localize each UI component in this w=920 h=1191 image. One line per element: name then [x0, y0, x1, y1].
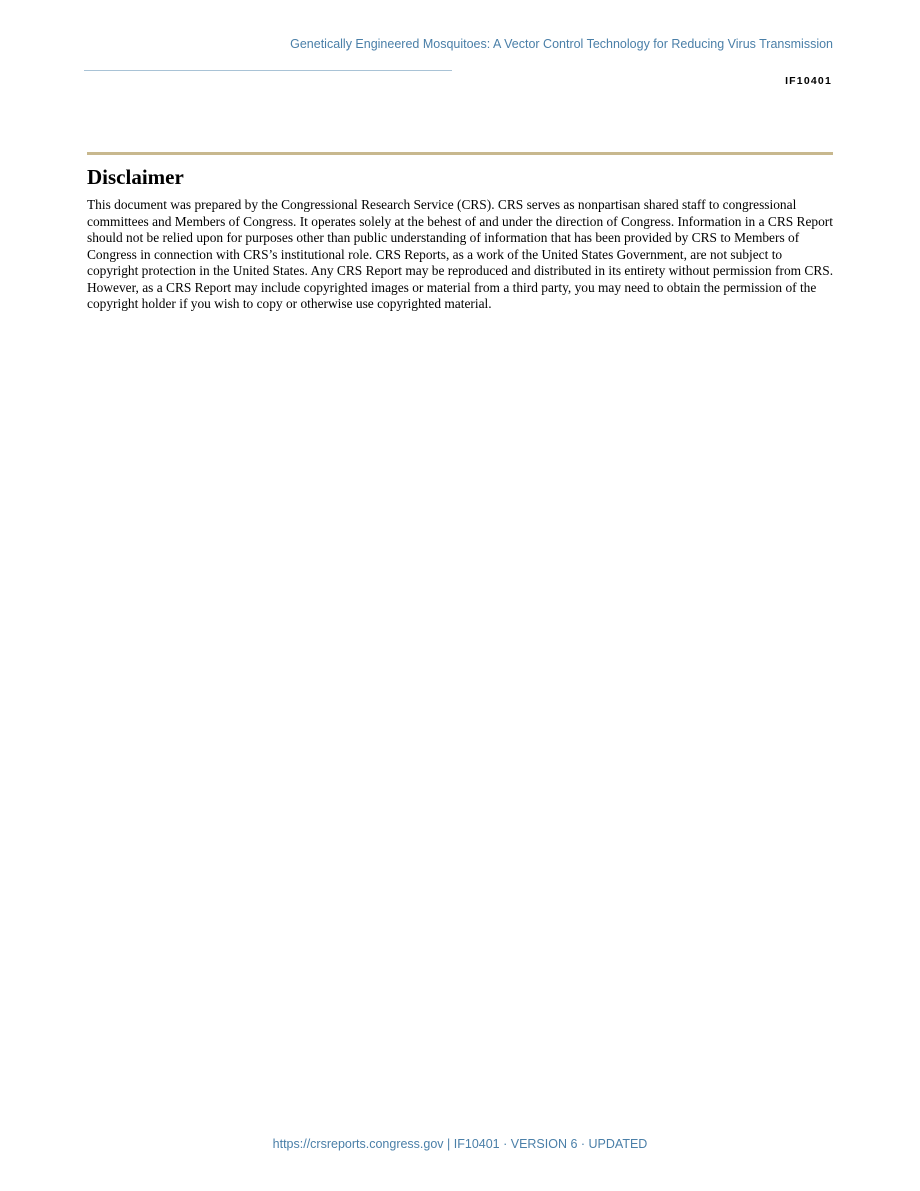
header-divider — [84, 70, 452, 71]
report-id: IF10401 — [785, 75, 832, 87]
disclaimer-body: This document was prepared by the Congressional Research Service (CRS). CRS serves as nonpartisan shared staff to congressional committees and Members of Congress. It operates solely at the behest of and under the direction of Congress. Information in a CRS Report should not be relied upon for purposes other than public understanding of information that has been provided by CRS to Members of Congress in connection with CRS’s institutional role. CRS Reports, as a work of the United States Government, are not subject to copyright protection in the United States. Any CRS Report may be reproduced and distributed in its entirety without permission from CRS. However, as a CRS Report may include copyrighted images or material from a third party, you may need to obtain the permission of the copyright holder if you wish to copy or otherwise use copyrighted material. — [87, 197, 834, 311]
disclaimer-heading: Disclaimer — [87, 165, 184, 189]
running-title: Genetically Engineered Mosquitoes: A Vector Control Technology for Reducing Virus Transmission — [290, 37, 833, 51]
footer-url: https://crsreports.congress.gov | IF10401 · VERSION 6 · UPDATED — [272, 1137, 648, 1151]
disclaimer-divider — [87, 152, 833, 155]
